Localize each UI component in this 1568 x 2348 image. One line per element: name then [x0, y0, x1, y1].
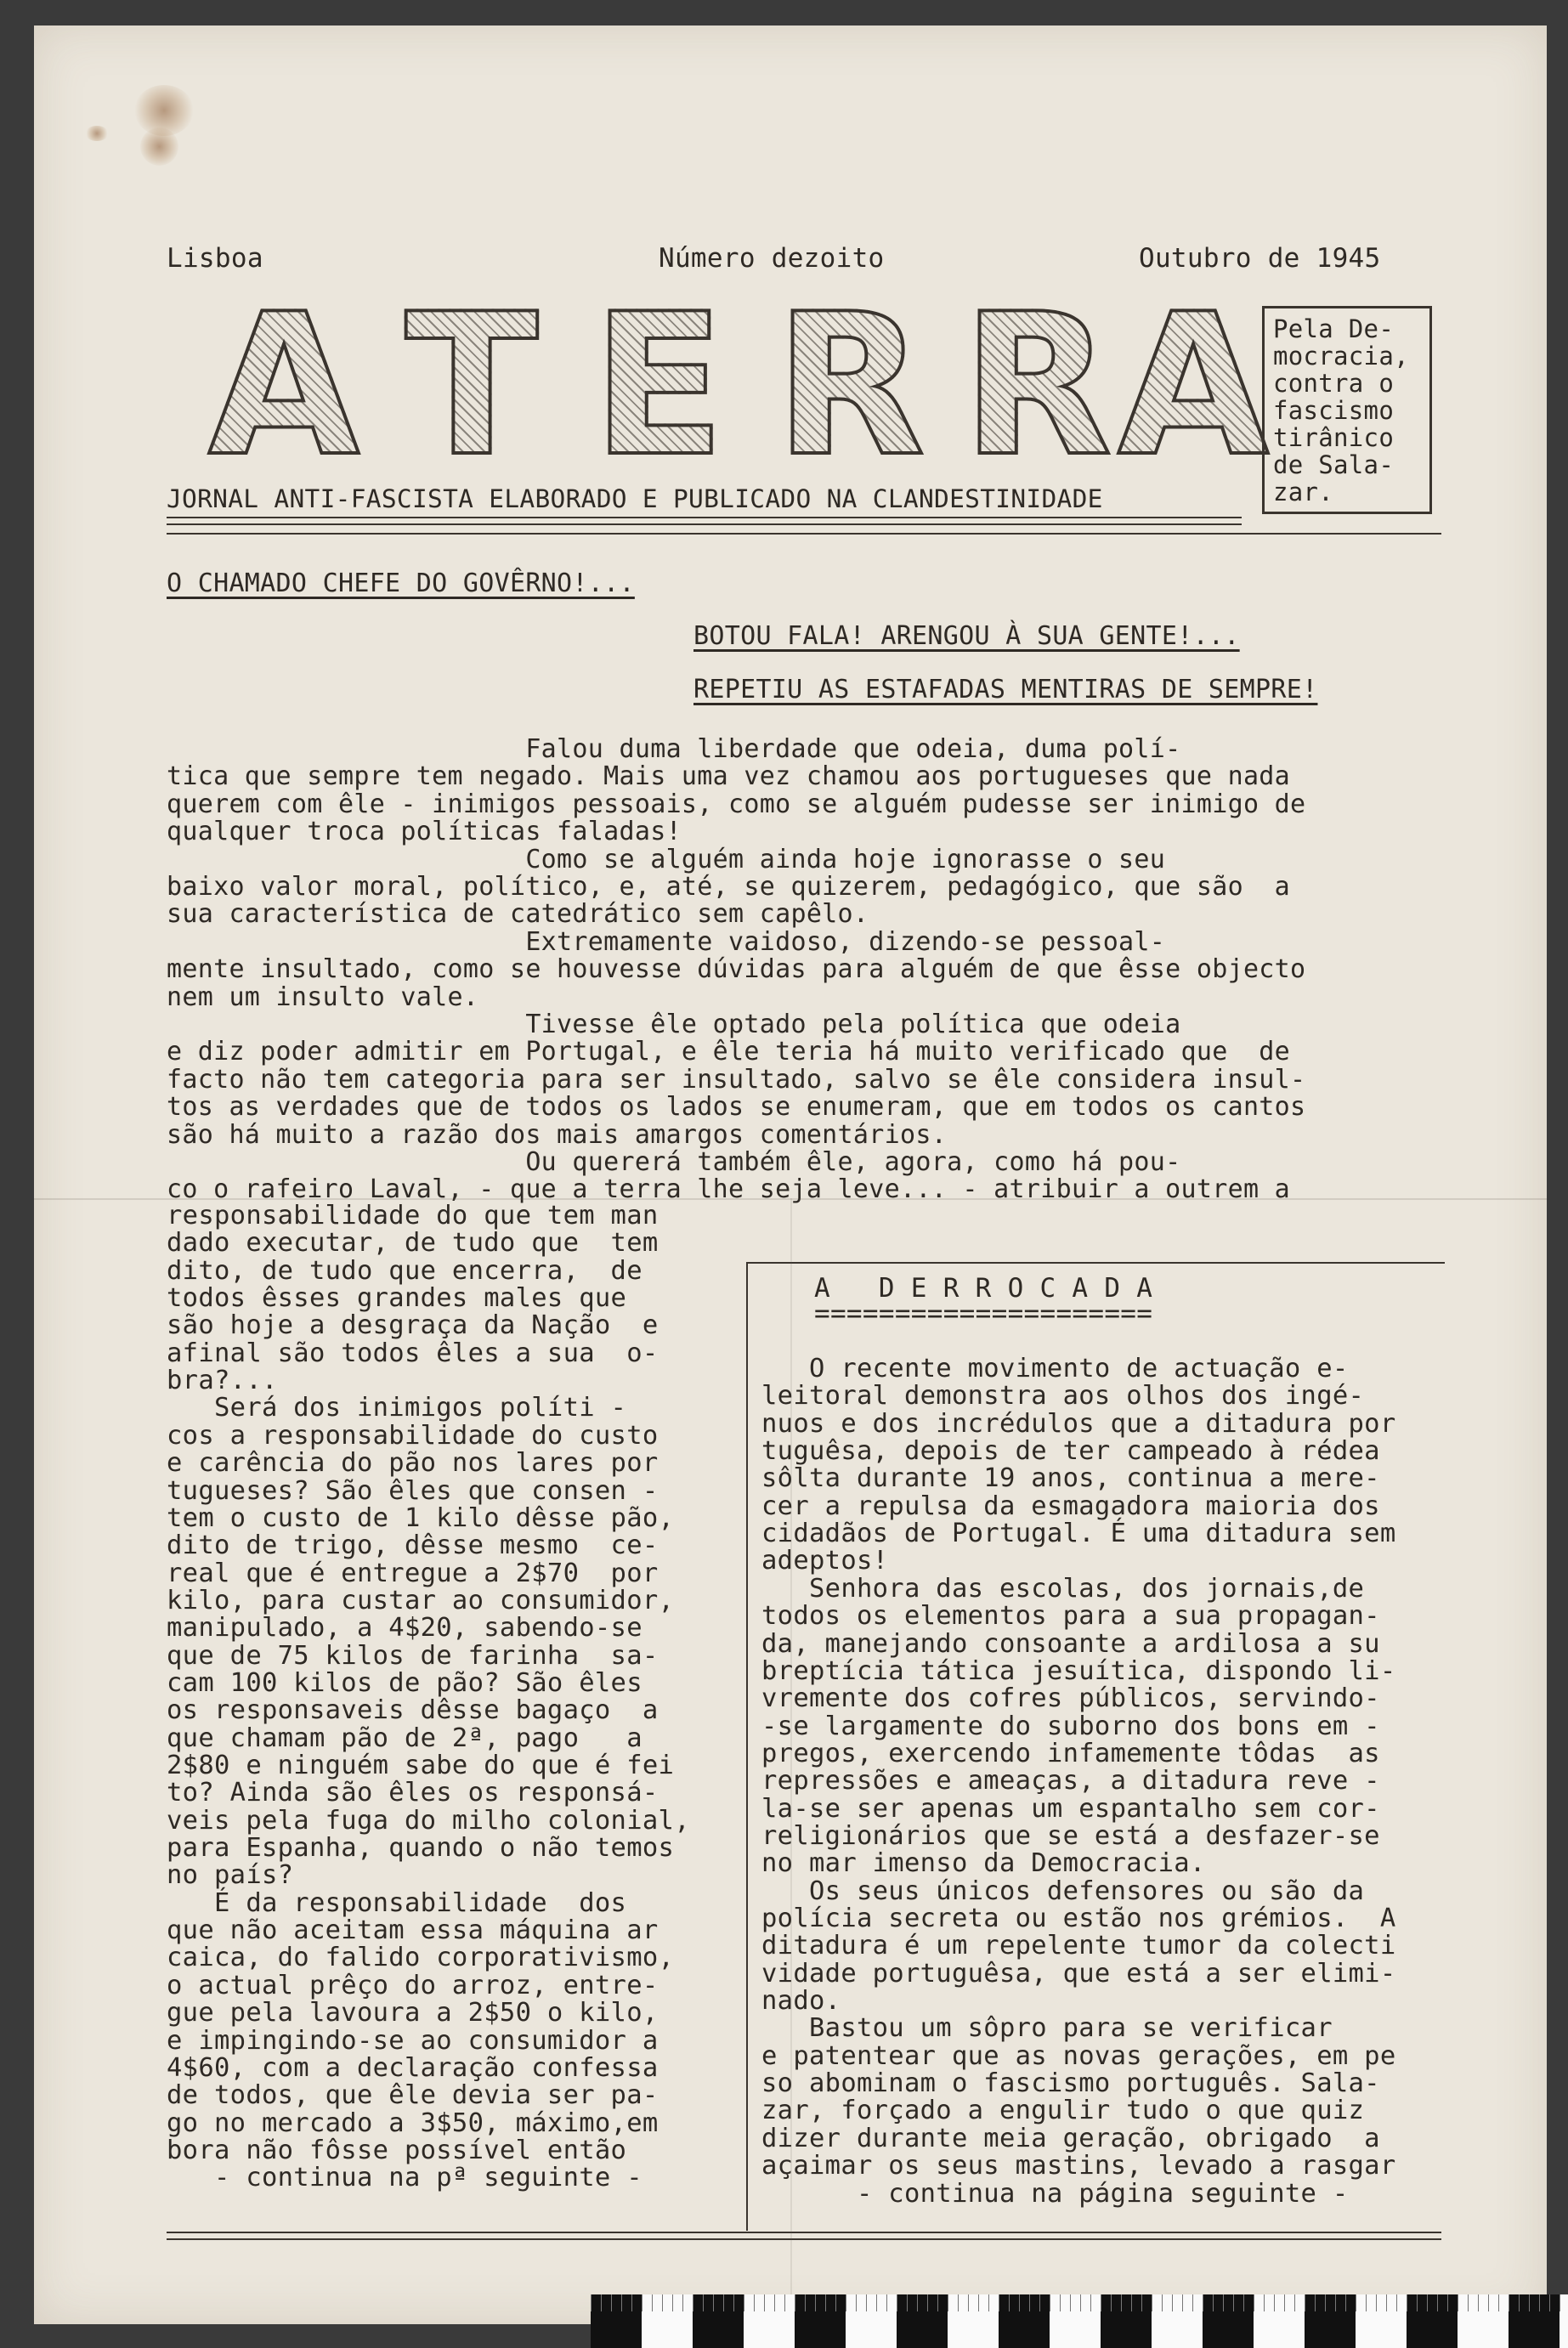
text-line: dito de trigo, dêsse mesmo ce- [167, 1530, 659, 1561]
text-line: so abominam o fascismo português. Sala- [761, 2068, 1380, 2099]
header-rule [167, 533, 1441, 535]
text-line: dado executar, de tudo que tem [167, 1228, 659, 1259]
text-line: polícia secreta ou estão nos grémios. A [761, 1904, 1396, 1933]
headline-3: REPETIU AS ESTAFADAS MENTIRAS DE SEMPRE! [693, 675, 1318, 704]
text-line: todos êsses grandes males que [167, 1283, 627, 1314]
text-line: to? Ainda são êles os responsá- [167, 1778, 659, 1808]
text-line: Ou quererá também êle, agora, como há pou- [167, 1147, 1181, 1177]
text-line: go no mercado a 3$50, máximo,em [167, 2108, 659, 2138]
text-line: - continua na página seguinte - [761, 2178, 1349, 2209]
text-line: vidade portuguêsa, que está a ser elimi- [761, 1958, 1396, 1989]
text-line: repressões e ameaças, a ditadura reve - [761, 1766, 1380, 1796]
text-line: cam 100 kilos de pão? São êles [167, 1667, 642, 1698]
text-line: breptícia tática jesuítica, dispondo li- [761, 1655, 1396, 1686]
text-line: facto não tem categoria para ser insultado, salvo se êle considera insul- [167, 1064, 1306, 1095]
text-line: caica, do falido corporativismo, [167, 1943, 675, 1973]
text-line: sua característica de catedrático sem capêlo. [167, 899, 869, 930]
text-line: É da responsabilidade dos [167, 1887, 627, 1918]
slogan-line: contra o [1273, 369, 1395, 398]
text-line: e impingindo-se ao consumidor a [167, 2025, 659, 2056]
text-line: Bastou um sôpro para se verificar [761, 2013, 1333, 2044]
text-line: da, manejando consoante a ardilosa a su [761, 1628, 1380, 1659]
text-line: manipulado, a 4$20, sabendo-se [167, 1613, 642, 1644]
text-line: que não aceitam essa máquina ar [167, 1915, 659, 1946]
text-line: religionários que se está a desfazer-se [761, 1820, 1380, 1851]
text-line: Os seus únicos defensores ou são da [761, 1876, 1365, 1906]
text-line: os responsaveis dêsse bagaço a [167, 1695, 659, 1726]
text-line: de todos, que êle devia ser pa- [167, 2080, 659, 2111]
text-line: para Espanha, quando o não temos [167, 1833, 675, 1864]
text-line: - continua na pª seguinte - [167, 2163, 642, 2193]
masthead-letter: A [208, 273, 360, 500]
text-line: sôlta durante 19 anos, continua a mere- [761, 1463, 1380, 1494]
text-line: são há muito a razão dos mais amargos comentários. [167, 1119, 948, 1150]
slogan-box [1262, 306, 1432, 514]
text-line: 4$60, com a declaração confessa [167, 2052, 659, 2083]
text-line: pregos, exercendo infamemente tôdas as [761, 1738, 1380, 1768]
slogan-line: Pela De- [1273, 314, 1395, 343]
fold-crease [790, 1198, 792, 2324]
bottom-rule [167, 2232, 1441, 2233]
text-line: -se largamente do suborno dos bons em - [761, 1711, 1380, 1741]
text-line: O recente movimento de actuação e- [761, 1354, 1349, 1383]
text-line: tugueses? São êles que consen - [167, 1475, 659, 1506]
text-line: tem o custo de 1 kilo dêsse pão, [167, 1502, 675, 1533]
text-line: nado. [761, 1986, 841, 2017]
slogan-line: fascismo [1273, 396, 1395, 425]
masthead-letter: T [395, 302, 548, 472]
text-line: zar, forçado a engulir tudo o que quiz [761, 2096, 1365, 2126]
masthead-letter: R [956, 302, 1118, 472]
text-line: cidadãos de Portugal. É uma ditadura sem [761, 1519, 1396, 1549]
text-line: no país? [167, 1860, 294, 1891]
masthead-underline [167, 517, 1242, 518]
text-line: querem com êle - inimigos pessoais, como se alguém pudesse ser inimigo de [167, 789, 1306, 819]
text-line: cos a responsabilidade do custo [167, 1420, 659, 1451]
text-line: leitoral demonstra aos olhos dos ingé- [761, 1381, 1365, 1412]
text-line: vremente dos cofres públicos, servindo- [761, 1683, 1380, 1714]
text-line: tica que sempre tem negado. Mais uma vez chamou aos portugueses que nada [167, 761, 1291, 792]
text-line: gue pela lavoura a 2$50 o kilo, [167, 1998, 659, 2028]
masthead-letter: R [769, 302, 931, 472]
slogan-line: tirânico [1273, 423, 1395, 452]
text-line: açaimar os seus mastins, levado a rasgar [761, 2151, 1396, 2181]
masthead-underline [167, 523, 1242, 525]
text-line: veis pela fuga do milho colonial, [167, 1805, 690, 1836]
text-line: Como se alguém ainda hoje ignorasse o seu [167, 844, 1166, 874]
text-line: que de 75 kilos de farinha sa- [167, 1640, 659, 1671]
masthead-subtitle: JORNAL ANTI-FASCISTA ELABORADO E PUBLICADO NA CLANDESTINIDADE [167, 484, 1103, 513]
text-line: qualquer troca políticas faladas! [167, 817, 682, 847]
text-line: são hoje a desgraça da Nação e [167, 1310, 659, 1341]
headline-1: O CHAMADO CHEFE DO GOVÊRNO!... [167, 569, 635, 598]
text-line: tos as verdades que de todos os lados se enumeram, que em todos os cantos [167, 1092, 1306, 1123]
text-line: la-se ser apenas um espantalho sem cor- [761, 1793, 1380, 1824]
text-line: nem um insulto vale. [167, 982, 479, 1012]
issue-number: Número dezoito [659, 243, 885, 274]
text-line: real que é entregue a 2$70 por [167, 1558, 659, 1588]
slogan-line: de Sala- [1273, 450, 1395, 479]
text-line: que chamam pão de 2ª, pago a [167, 1723, 642, 1753]
derrocada-title-rule: ===================== [814, 1298, 1153, 1329]
city: Lisboa [167, 243, 263, 274]
text-line: mente insultado, como se houvesse dúvidas para alguém de que êsse objecto [167, 954, 1306, 985]
text-line: bora não fôsse possível então [167, 2135, 627, 2165]
text-line: e patentear que as novas gerações, em pe [761, 2040, 1396, 2071]
text-line: cer a repulsa da esmagadora maioria dos [761, 1491, 1380, 1521]
text-line: e diz poder admitir em Portugal, e êle teria há muito verificado que de [167, 1037, 1291, 1067]
bottom-rule [167, 2238, 1441, 2240]
text-line: responsabilidade do que tem man [167, 1201, 659, 1231]
text-line: e carência do pão nos lares por [167, 1448, 659, 1479]
text-line: kilo, para custar ao consumidor, [167, 1585, 675, 1615]
headline-2: BOTOU FALA! ARENGOU À SUA GENTE!... [693, 621, 1240, 651]
rust-stain [140, 127, 178, 166]
text-line: dizer durante meia geração, obrigado a [761, 2123, 1380, 2153]
text-line: o actual prêço do arroz, entre- [167, 1970, 659, 2000]
masthead-letter: A [1118, 273, 1270, 500]
issue-date: Outubro de 1945 [1139, 243, 1381, 274]
slogan-line: zar. [1273, 478, 1334, 506]
text-line: Falou duma liberdade que odeia, duma polí- [167, 734, 1181, 764]
text-line: adeptos! [761, 1546, 889, 1576]
text-line: Senhora das escolas, dos jornais,de [761, 1573, 1365, 1604]
rust-stain [85, 126, 109, 141]
text-line: 2$80 e ninguém sabe do que é fei [167, 1751, 675, 1780]
masthead-letter: E [582, 302, 735, 472]
derrocada-title: A D E R R O C A D A [814, 1273, 1153, 1304]
text-line: baixo valor moral, político, e, até, se quizerem, pedagógico, que são a [167, 872, 1291, 902]
text-line: Será dos inimigos políti - [167, 1393, 627, 1423]
text-line: todos os elementos para a sua propagan- [761, 1601, 1380, 1632]
newspaper-page [34, 25, 1547, 2324]
text-line: ditadura é um repelente tumor da colecti [761, 1931, 1396, 1961]
text-line: co o rafeiro Laval, - que a terra lhe seja leve... - atribuir a outrem a [167, 1174, 1291, 1205]
text-line: nuos e dos incrédulos que a ditadura por [761, 1408, 1396, 1439]
text-line: no mar imenso da Democracia. [761, 1848, 1206, 1879]
text-line: bra?... [167, 1366, 278, 1396]
scale-ruler-ticks [591, 2294, 1568, 2311]
text-line: afinal são todos êles a sua o- [167, 1338, 659, 1368]
text-line: tuguêsa, depois de ter campeado à rédea [761, 1436, 1380, 1467]
text-line: dito, de tudo que encerra, de [167, 1255, 642, 1286]
slogan-line: mocracia, [1273, 342, 1409, 371]
text-line: Extremamente vaidoso, dizendo-se pessoal- [167, 926, 1166, 957]
text-line: Tivesse êle optado pela política que odeia [167, 1010, 1181, 1039]
